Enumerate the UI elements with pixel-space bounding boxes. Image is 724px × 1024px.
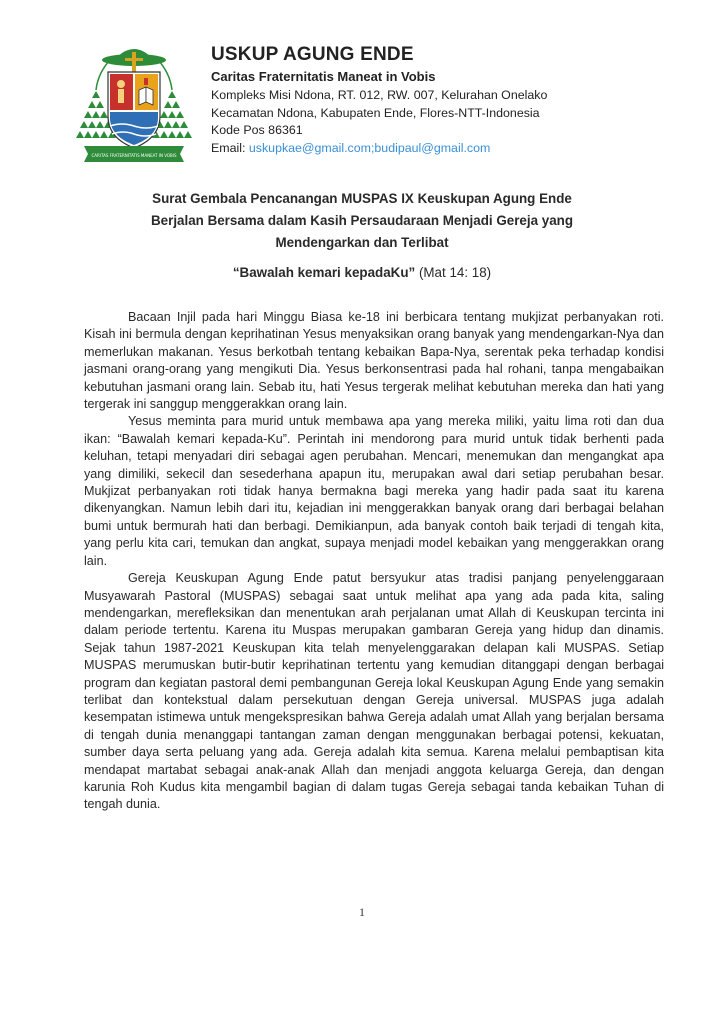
paragraph-2: Yesus meminta para murid untuk membawa apa yang mereka miliki, yaitu lima roti dan dua ikan: “Bawalah kemari kepada-Ku”. Perintah ini mendorong para murid untuk tidak berhenti pada keluhan, tetapi menyadari diri sebagai agen perubahan. Mencari, menemukan dan mengangkat apa yang dimiliki, sekecil dan sesederhana apapun itu, merupakan awal dari setiap perubahan besar. Mukjizat perbanyakan roti tidak hanya bermakna bagi mereka yang hadir pada saat itu karena dikenyangkan. Namun lebih dari itu, kejadian ini menggerakkan banyak orang dari berbagai belahan bumi untuk bermurah hati dan berbagi. Demikianpun, ada banyak contoh baik terjadi di tengah kita, yang perlu kita cari, temukan dan angkat, supaya menjadi model kebaikan yang menggerakkan orang lain. bbox=[84, 414, 664, 568]
address-line-2: Kecamatan Ndona, Kabupaten Ende, Flores-NTT-Indonesia bbox=[211, 105, 540, 120]
scripture-quote bbox=[60, 265, 664, 280]
quote-reference: (Mat 14: 18) bbox=[418, 265, 492, 280]
archdiocese-coat-of-arms-icon bbox=[70, 38, 198, 166]
email-link[interactable]: uskupkae@gmail.com;budipaul@gmail.com bbox=[248, 140, 491, 155]
email-label: Email: bbox=[211, 140, 246, 155]
heading-line-1: Surat Gembala Pencanangan MUSPAS IX Keuskupan Agung Ende bbox=[152, 191, 572, 206]
logo-ribbon-text: CARITAS FRATERNITATIS MANEAT IN VOBIS bbox=[91, 153, 177, 158]
email-line bbox=[211, 140, 691, 158]
letterhead-title: USKUP AGUNG ENDE bbox=[211, 44, 414, 65]
letterhead-motto: Caritas Fraternitatis Maneat in Vobis bbox=[211, 69, 436, 84]
page-number: 1 bbox=[359, 905, 365, 919]
heading-line-3: Mendengarkan dan Terlibat bbox=[275, 235, 449, 250]
letter-heading bbox=[60, 188, 664, 254]
address-line-1: Kompleks Misi Ndona, RT. 012, RW. 007, Kelurahan Onelako bbox=[211, 88, 548, 102]
letter-body bbox=[84, 309, 664, 814]
letterhead bbox=[211, 44, 691, 157]
paragraph-1: Bacaan Injil pada hari Minggu Biasa ke-18 ini berbicara tentang mukjizat perbanyakan roti. Kisah ini bermula dengan keprihatinan Yesus menyaksikan orang banyak yang mendengarkan-Nya dan memerlukan makanan. Yesus berkotbah tentang kebaikan Bapa-Nya, serentak peka terhadap kondisi jasmani orang-orang yang mengikuti Dia. Yesus berkonsentrasi pada hal rohani, tanpa mengabaikan kebutuhan jasmani orang lain. Sebab itu, hati Yesus tergerak melihat kebutuhan mereka dan hati yang tergerak ini sanggup menggerakkan orang lain. bbox=[84, 310, 664, 412]
paragraph-3: Gereja Keuskupan Agung Ende patut bersyukur atas tradisi panjang penyelenggaraan Musyawarah Pastoral (MUSPAS) sebagai saat untuk melihat apa yang ada pada kita, saling mendengarkan, merefleksikan dan menentukan arah perjalanan umat Allah di Keuskupan tercinta ini dalam periode tertentu. Karena itu Muspas merupakan gambaran Gereja yang hidup dan dinamis. Sejak tahun 1987-2021 Keuskupan kita telah menyelenggarakan delapan kali MUSPAS. Setiap MUSPAS merumuskan butir-butir keprihatinan tertentu yang kemudian ditanggapi dengan berbagai program dan kegiatan pastoral demi pembangunan Gereja lokal Keuskupan Agung Ende yang semakin terlibat dan kontekstual dalam persekutuan dengan Gereja universal. MUSPAS juga adalah kesempatan istimewa untuk mengekspresikan bahwa Gereja adalah umat Allah yang berjalan bersama di tengah dunia menanggapi tantangan zaman dengan menggunakan berbagai potensi, kekuatan, sumber daya serta peluang yang ada. Gereja adalah kita semua. Karena melalui pembaptisan kita mendapat martabat sebagai anak-anak Allah dan menjadi anggota keluarga Gereja, dan dengan karunia Roh Kudus kita mengambil bagian di dalam tugas Gereja sebagai tanda kebaikan Tuhan di tengah dunia. bbox=[84, 571, 664, 812]
postal-code: Kode Pos 86361 bbox=[211, 123, 303, 137]
quote-text: “Bawalah kemari kepadaKu” bbox=[232, 265, 416, 280]
heading-line-2: Berjalan Bersama dalam Kasih Persaudaraan Menjadi Gereja yang bbox=[151, 213, 573, 228]
